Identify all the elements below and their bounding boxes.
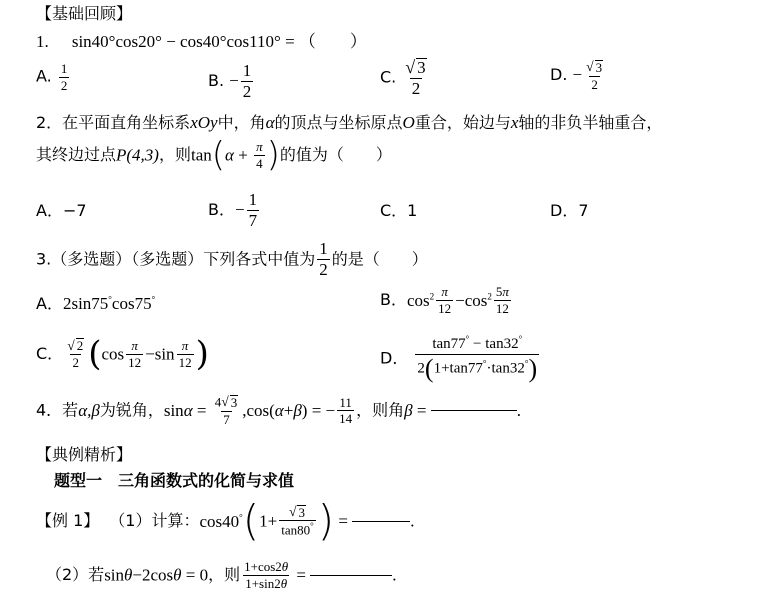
q1-expression: sin40°cos20° − cos40°cos110° = （ ）	[71, 32, 367, 51]
ex1-part2-answer-blank[interactable]	[310, 575, 392, 576]
q3-option-d: D． $\frac{\tan 77^\circ - \tan 32^\circ}{2(1+\tan 77^\circ\cdot\tan 32^\circ)}$	[380, 334, 538, 383]
type1-title: 题型一 三角函数式的化简与求值	[54, 471, 295, 490]
ex1-part1-answer-blank[interactable]	[352, 521, 410, 522]
q4-answer-blank[interactable]	[431, 410, 517, 411]
q1-option-c: C. √ 3 2	[380, 57, 426, 98]
q3-option-a: A．2sin75°cos75°	[36, 294, 156, 313]
q2-option-b: B．− $\frac{1}{7}$	[208, 190, 258, 230]
question-1	[36, 33, 367, 50]
example-1-part2: （2）若sinθ−2cosθ = 0，则 $\frac{1+\cos 2\theta}{1+\sin 2\theta}$ = .	[46, 559, 397, 591]
example-1-part1: 【例 1】 （1）计算：cos40°(1+ √ 3 tan80° ) = .	[36, 496, 415, 545]
q2-option-d: D．7	[550, 201, 589, 220]
section-basic-review: 【基础回顾】	[36, 4, 133, 23]
q1-option-b: B. − $\frac{1}{2}$	[208, 61, 252, 101]
q2-option-c: C．1	[380, 201, 418, 220]
q3-option-c: C． √ 2 2 (cos $\frac{\pi}{12}$ −sin $\frac{\pi}{12}$ )	[36, 334, 209, 374]
question-2-line1: 2．在平面直角坐标系xOy中，角α的顶点与坐标原点O重合，始边与x轴的非负半轴重合，	[36, 113, 663, 132]
q1-option-a: A. $\frac{1}{2}$	[36, 61, 68, 93]
question-3: 3.（多选题）（多选题）下列各式中值为 $\frac{1}{2}$ 的是（ ）	[36, 239, 428, 279]
question-4: 4．若α,β为锐角，sinα = 4 √ 3 7 ,cos(α+β) = − $\frac{11}{14}$ ，则角β = .	[36, 394, 521, 427]
section-examples: 【典例精析】	[36, 445, 133, 464]
q3-option-b: B．$\cos^2$ $\frac{\pi}{12}$ $-\cos^2$ $\frac{5\pi}{12}$	[380, 284, 509, 316]
question-2-line2: 其终边过点P(4,3)，则tan(α + $\frac{\pi}{4}$ )的值为（ ）	[36, 135, 392, 175]
q1-option-d: D. − √ 3 2	[550, 59, 603, 92]
q1-number: 1.	[36, 32, 49, 51]
q2-option-a: A．−7	[36, 201, 87, 220]
